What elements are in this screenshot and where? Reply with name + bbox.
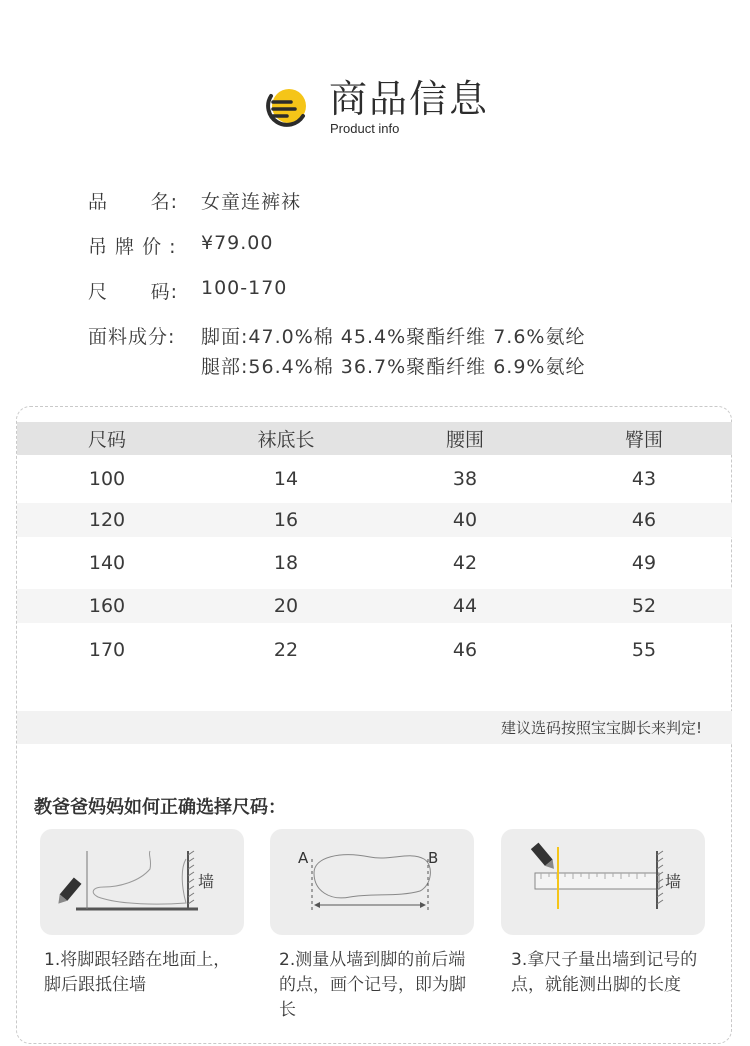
table-header-cell: 袜底长: [257, 429, 315, 451]
info-label-size: 尺 码:: [88, 281, 178, 303]
section-header: [263, 76, 503, 140]
table-cell: 49: [631, 552, 657, 574]
table-cell: 46: [631, 509, 657, 531]
table-row: [17, 455, 732, 503]
table-cell: 22: [273, 639, 299, 661]
table-cell: 52: [631, 595, 657, 617]
table-cell: 43: [631, 468, 657, 490]
table-cell: 120: [88, 509, 126, 531]
table-cell: 100: [88, 468, 126, 490]
document-list-icon: [263, 86, 313, 132]
size-table: [17, 422, 732, 677]
table-header-cell: 尺码: [87, 429, 126, 451]
step-3-illustration: [501, 829, 705, 935]
table-cell: 38: [452, 468, 478, 490]
table-cell: 14: [273, 468, 299, 490]
point-b-label: B: [428, 849, 439, 867]
step-1-illustration: [40, 829, 244, 935]
table-cell: 44: [452, 595, 478, 617]
step-2-text: 2.测量从墙到脚的前后端的点，画个记号，即为脚长: [279, 950, 466, 1020]
table-cell: 170: [88, 639, 126, 661]
info-label-material: 面料成分:: [88, 326, 176, 348]
step-1-text: 1.将脚跟轻踏在地面上，脚后跟抵住墙: [44, 950, 231, 995]
table-row: [17, 589, 732, 623]
table-row: [17, 537, 732, 589]
table-row: [17, 503, 732, 537]
table-cell: 160: [88, 595, 126, 617]
table-cell: 42: [452, 552, 478, 574]
info-value-material-foot: 脚面:47.0%棉 45.4%聚酯纤维 7.6%氨纶: [201, 326, 586, 348]
step-2-illustration: [270, 829, 474, 935]
table-cell: 55: [631, 639, 657, 661]
foot-against-wall-icon: [40, 829, 244, 935]
point-a-label: A: [298, 849, 309, 867]
size-advice-bar: [17, 711, 732, 744]
table-row: [17, 623, 732, 677]
info-value-size: 100-170: [201, 277, 288, 299]
info-label-name: 品 名:: [88, 191, 178, 213]
step-3-text: 3.拿尺子量出墙到记号的点，就能测出脚的长度: [511, 950, 698, 995]
info-label-price: 吊 牌 价 :: [88, 236, 177, 258]
wall-label: 墙: [665, 872, 682, 891]
info-value-name: 女童连裤袜: [201, 191, 302, 213]
table-cell: 40: [452, 509, 478, 531]
table-header-cell: 臀围: [624, 429, 663, 451]
table-cell: 46: [452, 639, 478, 661]
table-cell: 16: [273, 509, 299, 531]
table-cell: 18: [273, 552, 299, 574]
table-cell: 140: [88, 552, 126, 574]
foot-length-measure-icon: [270, 829, 474, 935]
table-header-cell: 腰围: [445, 429, 484, 451]
page-subtitle: Product info: [330, 121, 400, 136]
how-to-title: 教爸爸妈妈如何正确选择尺码：: [34, 797, 286, 818]
table-cell: 20: [273, 595, 299, 617]
page-title: 商品信息: [329, 77, 490, 121]
info-value-material-leg: 腿部:56.4%棉 36.7%聚酯纤维 6.9%氨纶: [201, 356, 586, 378]
ruler-measure-icon: [501, 829, 705, 935]
wall-label: 墙: [198, 872, 215, 891]
table-header-row: [17, 422, 732, 455]
info-value-price: ¥79.00: [201, 232, 274, 254]
size-advice-text: 建议选码按照宝宝脚长来判定!: [500, 719, 702, 737]
